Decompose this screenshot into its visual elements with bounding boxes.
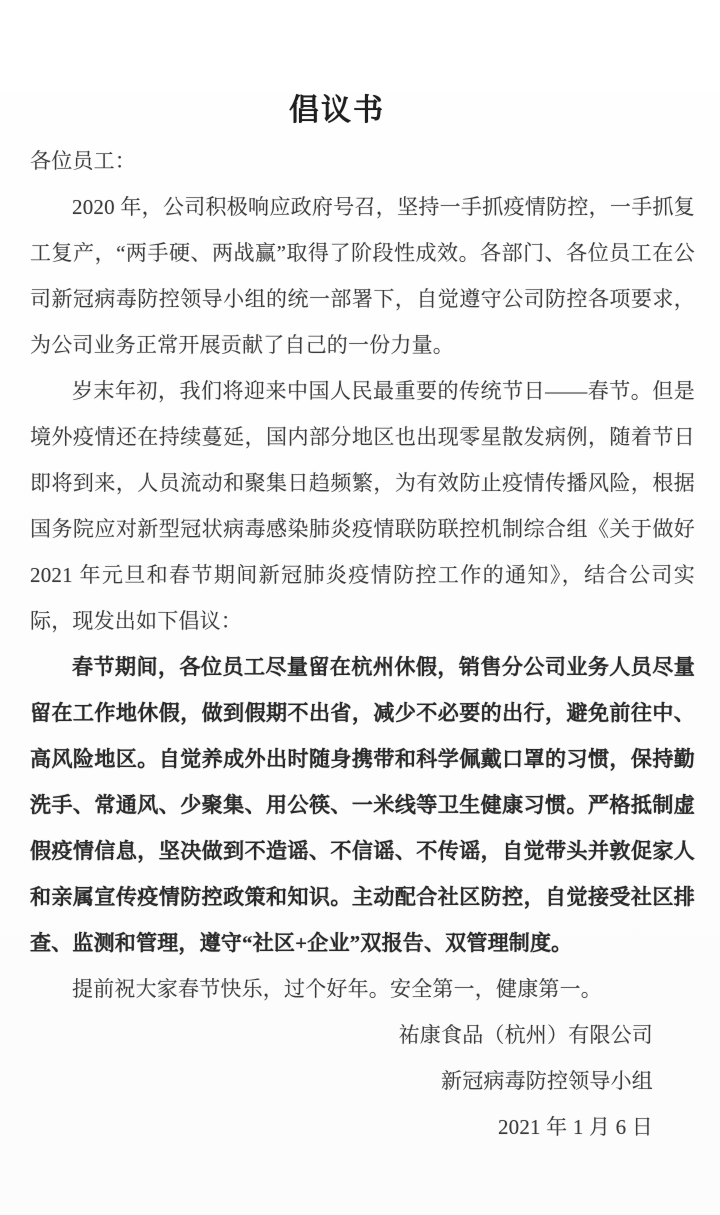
document-title: 倡议书 xyxy=(289,94,385,127)
paragraph-closing-wishes: 提前祝大家春节快乐，过个好年。安全第一，健康第一。 xyxy=(72,977,602,1001)
paragraph-background: 岁末年初，我们将迎来中国人民最重要的传统节日——春节。但是境外疫情还在持续蔓延，国内部分地区也出现零星散发病例，随着节日即将到来，人员流动和聚集日趋频繁，为有效防止疫情传播风险，根据国务院应对新型冠状病毒感染肺炎疫情联防联控机制综合组《关于做好 2021 年元旦和春节期间新冠肺炎疫情防控工作的通知》，结合公司实际，现发出如下倡议： xyxy=(30,379,695,633)
signature-date: 2021 年 1 月 6 日 xyxy=(497,1115,653,1139)
salutation: 各位员工： xyxy=(30,149,136,173)
document-body xyxy=(30,138,695,1150)
paragraph-proposal-emphasis: 春节期间，各位员工尽量留在杭州休假，销售分公司业务人员尽量留在工作地休假，做到假期不出省，减少不必要的出行，避免前往中、高风险地区。自觉养成外出时随身携带和科学佩戴口罩的习惯，保持勤洗手、常通风、少聚集、用公筷、一米线等卫生健康习惯。严格抵制虚假疫情信息，坚决做到不造谣、不信谣、不传谣，自觉带头并敦促家人和亲属宣传疫情防控政策和知识。主动配合社区防控，自觉接受社区排查、监测和管理，遵守“社区+企业”双报告、双管理制度。 xyxy=(30,655,695,955)
signature-group: 新冠病毒防控领导小组 xyxy=(441,1069,653,1093)
document-page xyxy=(0,93,720,1215)
signature-company: 祐康食品（杭州）有限公司 xyxy=(398,1023,653,1047)
signature-block xyxy=(30,1012,695,1150)
paragraph-review-2020: 2020 年，公司积极响应政府号召，坚持一手抓疫情防控，一手抓复工复产，“两手硬、两战赢”取得了阶段性成效。各部门、各位员工在公司新冠病毒防控领导小组的统一部署下，自觉遵守公司防控各项要求，为公司业务正常开展贡献了自己的一份力量。 xyxy=(30,195,695,357)
